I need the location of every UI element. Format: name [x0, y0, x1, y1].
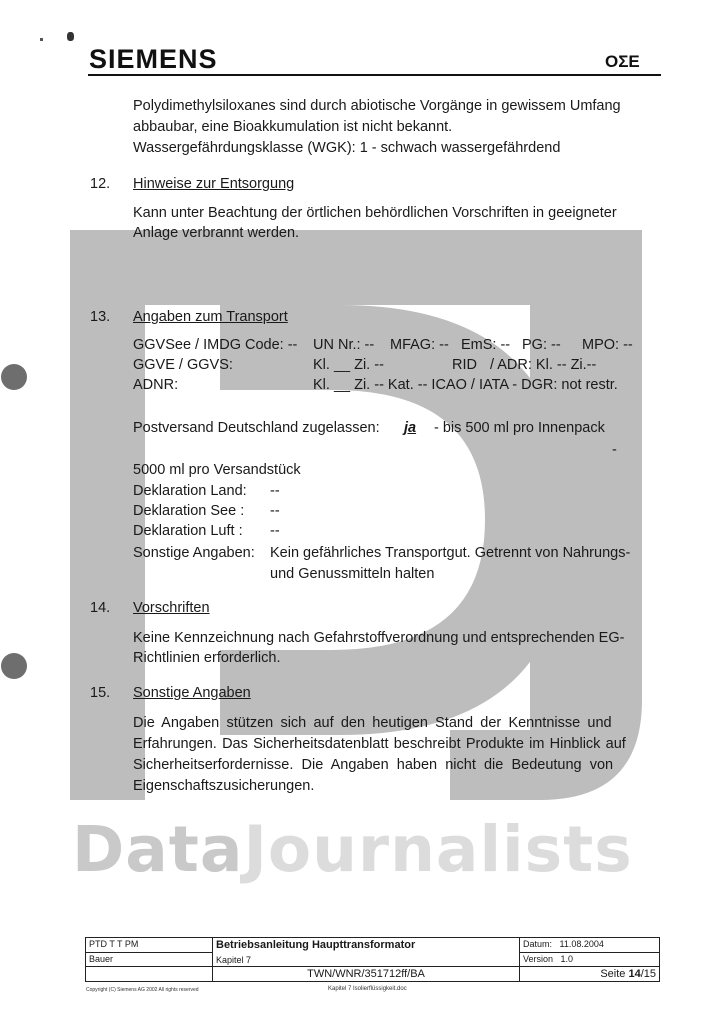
footer-kapitel: Kapitel 7: [216, 955, 252, 965]
intro-line: abbaubar, eine Bioakkumulation ist nicht bekannt.: [133, 119, 453, 135]
punch-hole-bottom: [1, 653, 27, 679]
footer-document-title: Betriebsanleitung Haupttransformator: [216, 939, 416, 951]
footer-copyright: Copyright (C) Siemens AG 2002 All rights reserved: [86, 987, 199, 993]
sonstige-transport-text: und Genussmitteln halten: [270, 566, 435, 582]
postversand-ja: ja: [404, 420, 417, 436]
footer-author: Bauer: [86, 952, 213, 967]
transport-ggve-class: Kl. __ Zi. --: [313, 357, 384, 373]
footer-page-label: Seite: [600, 968, 626, 980]
transport-pg: PG: --: [522, 337, 561, 353]
transport-ems: EmS: --: [461, 337, 511, 353]
transport-un-nr: UN Nr.: --: [313, 337, 375, 353]
section-14-text: Keine Kennzeichnung nach Gefahrstoffverordnung und entsprechenden EG-: [133, 630, 625, 646]
section-14-title: Vorschriften: [133, 600, 210, 616]
section-14-text: Richtlinien erforderlich.: [133, 650, 281, 666]
watermark-text-journalists: Journalists: [243, 813, 633, 886]
intro-line: Polydimethylsiloxanes sind durch abiotische Vorgänge in gewissem Umfang: [133, 98, 621, 114]
section-14-number: 14.: [90, 600, 111, 616]
footer-datum: 11.08.2004: [559, 939, 604, 949]
intro-line: Wassergefährdungsklasse (WGK): 1 - schwach wassergefährdend: [133, 140, 561, 156]
section-15-text: Eigenschaftszusicherungen.: [133, 778, 315, 794]
postversand-limit-2: 5000 ml pro Versandstück: [133, 462, 301, 478]
postversand-label: Postversand Deutschland zugelassen:: [133, 420, 380, 436]
postversand-limit: - bis 500 ml pro Innenpack: [434, 420, 605, 436]
section-15-text: Erfahrungen. Das Sicherheitsdatenblatt beschreibt Produkte im Hinblick auf: [133, 736, 626, 752]
deklaration-see-value: --: [270, 503, 280, 519]
scan-speck: [67, 32, 74, 41]
footer-datum-cell: [520, 938, 660, 953]
transport-ggvsee: GGVSee / IMDG Code: --: [133, 337, 298, 353]
footer-empty-cell: [86, 967, 213, 982]
watermark-text-data: Data: [72, 813, 244, 886]
transport-adr: / ADR: Kl. -- Zi.--: [490, 357, 597, 373]
transport-mpo: MPO: --: [582, 337, 633, 353]
siemens-logo: SIEMENS: [89, 44, 218, 74]
section-12-number: 12.: [90, 176, 111, 192]
section-13-title: Angaben zum Transport: [133, 309, 288, 325]
sonstige-transport-text: Kein gefährliches Transportgut. Getrennt von Nahrungs-: [270, 545, 631, 561]
section-15-text: Sicherheitserfordernisse. Die Angaben haben nicht die Bedeutung von: [133, 757, 614, 773]
section-15-title: Sonstige Angaben: [133, 685, 251, 701]
footer-table: [85, 937, 660, 982]
section-13-number: 13.: [90, 309, 111, 325]
watermark-text: [72, 815, 633, 885]
footer-version-cell: [520, 952, 660, 967]
deklaration-land-label: Deklaration Land:: [133, 483, 247, 499]
postversand-dash: -: [612, 442, 617, 458]
deklaration-land-value: --: [270, 483, 280, 499]
section-15-number: 15.: [90, 685, 111, 701]
footer-docid: TWN/WNR/351712ff/BA: [213, 967, 520, 982]
deklaration-luft-label: Deklaration Luft :: [133, 523, 243, 539]
footer-version: 1.0: [560, 953, 574, 964]
footer-version-label: Version: [523, 953, 554, 964]
punch-hole-top: [1, 364, 27, 390]
footer-page-number: 14: [628, 968, 641, 980]
header-rule: [88, 74, 661, 76]
footer-page-total: /15: [640, 968, 656, 980]
footer-datum-label: Datum:: [523, 939, 553, 949]
transport-mfag: MFAG: --: [390, 337, 449, 353]
footer-document-title-cell: [213, 938, 520, 967]
section-12-title: Hinweise zur Entsorgung: [133, 176, 295, 192]
transport-adnr-class: Kl. __ Zi. -- Kat. -- ICAO / IATA - DGR: not restr.: [313, 377, 618, 393]
footer-page-cell: [520, 967, 660, 982]
footer-dept: PTD T T PM: [86, 938, 213, 953]
footer-filename: Kapitel 7 Isolierflüssigkeit.doc: [328, 986, 407, 992]
sonstige-transport-label: Sonstige Angaben:: [133, 545, 255, 561]
deklaration-see-label: Deklaration See :: [133, 503, 245, 519]
deklaration-luft-value: --: [270, 523, 280, 539]
header-code: ΟΣΕ: [605, 52, 640, 71]
section-15-text: Die Angaben stützen sich auf den heutigen Stand der Kenntnisse und: [133, 715, 612, 731]
section-12-text: Kann unter Beachtung der örtlichen behördlichen Vorschriften in geeigneter: [133, 205, 617, 221]
transport-rid: RID: [452, 357, 477, 373]
transport-adnr: ADNR:: [133, 377, 179, 393]
scan-speck: [40, 38, 43, 41]
transport-ggve: GGVE / GGVS:: [133, 357, 233, 373]
section-12-text: Anlage verbrannt werden.: [133, 225, 300, 241]
